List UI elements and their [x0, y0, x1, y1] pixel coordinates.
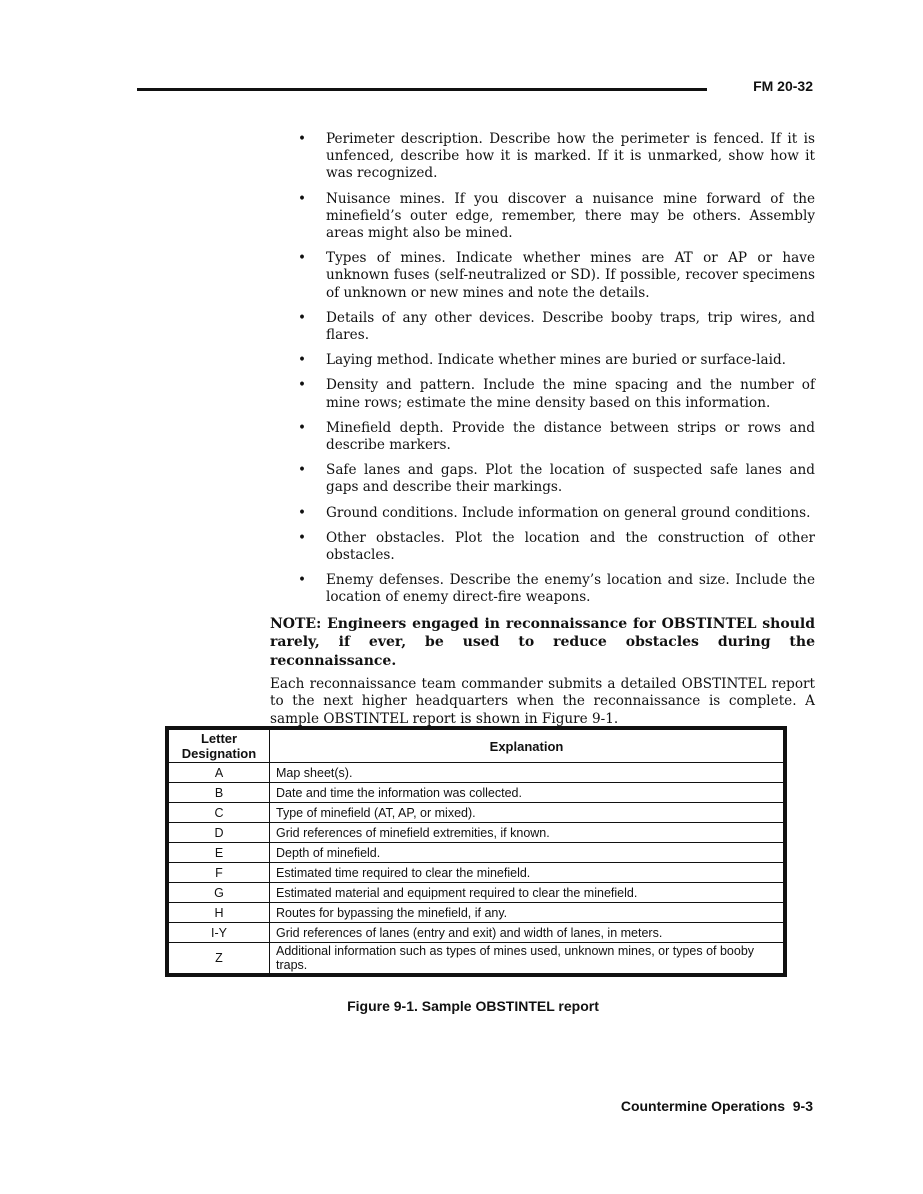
letter-cell: H	[169, 903, 270, 923]
list-item	[270, 505, 815, 522]
bullet-icon: •	[298, 250, 307, 267]
letter-cell: B	[169, 783, 270, 803]
bullet-icon: •	[298, 572, 307, 589]
letter-cell: Z	[169, 943, 270, 974]
explanation-cell: Grid references of minefield extremities, if known.	[270, 823, 784, 843]
letter-cell: I-Y	[169, 923, 270, 943]
bullet-icon: •	[298, 529, 307, 546]
list-item	[270, 352, 815, 369]
explanation-cell: Date and time the information was collected.	[270, 783, 784, 803]
body-paragraph: Each reconnaissance team commander submits a detailed OBSTINTEL report to the next higher headquarters when the reconnaissance is complete. A sample OBSTINTEL report is shown in Figure 9-1.	[270, 676, 815, 727]
bullet-text: Perimeter description. Describe how the perimeter is fenced. If it is unfenced, describe how it is marked. If it is unmarked, show how it was recognized.	[326, 131, 815, 182]
bullet-text: Enemy defenses. Describe the enemy’s location and size. Include the location of enemy direct-fire weapons.	[326, 572, 815, 606]
explanation-cell: Depth of minefield.	[270, 843, 784, 863]
explanation-cell: Grid references of lanes (entry and exit) and width of lanes, in meters.	[270, 923, 784, 943]
table-row	[169, 823, 784, 843]
explanation-cell: Estimated material and equipment required to clear the minefield.	[270, 883, 784, 903]
bullet-text: Nuisance mines. If you discover a nuisance mine forward of the minefield’s outer edge, remember, there may be others. Assembly areas might also be mined.	[326, 190, 815, 242]
table-row	[169, 783, 784, 803]
bullet-list	[270, 131, 815, 607]
list-item	[270, 377, 815, 411]
list-item	[270, 420, 815, 454]
bullet-icon: •	[298, 419, 307, 436]
body-content	[270, 131, 815, 728]
explanation-cell: Map sheet(s).	[270, 763, 784, 783]
letter-cell: D	[169, 823, 270, 843]
table-row	[169, 763, 784, 783]
table-header-row	[169, 730, 784, 763]
bullet-text: Details of any other devices. Describe booby traps, trip wires, and flares.	[326, 309, 815, 344]
bullet-icon: •	[298, 352, 307, 369]
explanation-cell: Estimated time required to clear the minefield.	[270, 863, 784, 883]
table-row	[169, 883, 784, 903]
bullet-icon: •	[298, 131, 307, 147]
table-row	[169, 843, 784, 863]
letter-cell: A	[169, 763, 270, 783]
list-item	[270, 131, 815, 183]
bullet-text: Laying method. Indicate whether mines are buried or surface-laid.	[326, 352, 786, 369]
bullet-icon: •	[298, 462, 307, 479]
bullet-icon: •	[298, 377, 307, 394]
column-header-letter: Letter Designation	[169, 730, 270, 763]
list-item	[270, 572, 815, 606]
figure-caption: Figure 9-1. Sample OBSTINTEL report	[347, 998, 599, 1014]
column-header-explanation: Explanation	[270, 730, 784, 763]
bullet-text: Safe lanes and gaps. Plot the location of suspected safe lanes and gaps and describe their markings.	[326, 462, 815, 496]
bullet-icon: •	[298, 309, 307, 326]
page-footer	[621, 1098, 813, 1114]
page-number: 9-3	[792, 1098, 813, 1114]
list-item	[270, 250, 815, 302]
list-item	[270, 191, 815, 243]
obstintel-table-frame	[165, 726, 787, 977]
explanation-cell: Additional information such as types of mines used, unknown mines, or types of booby traps.	[270, 943, 784, 974]
letter-cell: F	[169, 863, 270, 883]
letter-cell: C	[169, 803, 270, 823]
note: NOTE: Engineers engaged in reconnaissance for OBSTINTEL should rarely, if ever, be used to reduce obstacles during the reconnaissance.	[270, 615, 815, 669]
list-item	[270, 310, 815, 344]
list-item	[270, 530, 815, 564]
bullet-text: Minefield depth. Provide the distance between strips or rows and describe markers.	[326, 419, 815, 454]
table-row	[169, 863, 784, 883]
bullet-text: Types of mines. Indicate whether mines are AT or AP or have unknown fuses (self-neutralized or SD). If possible, recover specimens of unknown or new mines and note the details.	[326, 250, 815, 301]
table-row	[169, 903, 784, 923]
bullet-icon: •	[298, 190, 307, 207]
table-row	[169, 943, 784, 974]
bullet-text: Other obstacles. Plot the location and the construction of other obstacles.	[326, 529, 815, 564]
letter-cell: E	[169, 843, 270, 863]
document-id: FM 20-32	[753, 78, 813, 94]
bullet-icon: •	[298, 504, 307, 521]
table-row	[169, 803, 784, 823]
explanation-cell: Type of minefield (AT, AP, or mixed).	[270, 803, 784, 823]
bullet-text: Density and pattern. Include the mine spacing and the number of mine rows; estimate the mine density based on this information.	[326, 377, 815, 411]
explanation-cell: Routes for bypassing the minefield, if any.	[270, 903, 784, 923]
bullet-text: Ground conditions. Include information on general ground conditions.	[326, 504, 811, 521]
list-item	[270, 462, 815, 496]
footer-section-title: Countermine Operations	[620, 1098, 785, 1114]
letter-cell: G	[169, 883, 270, 903]
obstintel-table	[168, 729, 784, 974]
table-row	[169, 923, 784, 943]
header-rule	[137, 88, 707, 91]
